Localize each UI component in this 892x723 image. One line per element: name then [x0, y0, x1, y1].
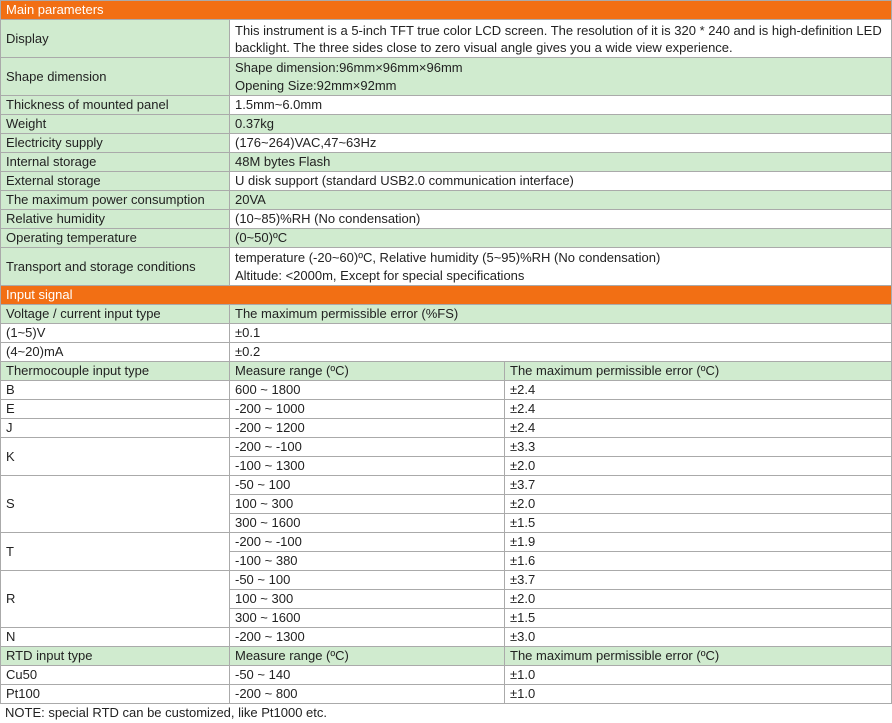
- tc-range-cell: -50 ~ 100: [230, 476, 505, 495]
- rtd-error-cell: ±1.0: [505, 666, 892, 685]
- vc-error-header: The maximum permissible error (%FS): [230, 305, 892, 324]
- tc-range-cell: 300 ~ 1600: [230, 609, 505, 628]
- rtd-note: NOTE: special RTD can be customized, like Pt1000 etc.: [5, 705, 328, 720]
- transport-storage-label: Transport and storage conditions: [1, 248, 230, 286]
- rtd-error-cell: ±1.0: [505, 685, 892, 704]
- operating-temperature-label: Operating temperature: [1, 229, 230, 248]
- tc-range-cell: 100 ~ 300: [230, 495, 505, 514]
- tc-type-cell: S: [1, 476, 230, 533]
- tc-error-cell: ±2.0: [505, 495, 892, 514]
- electricity-supply-value: (176~264)VAC,47~63Hz: [230, 134, 892, 153]
- tc-type-cell: T: [1, 533, 230, 571]
- tc-error-cell: ±3.7: [505, 571, 892, 590]
- vc-type-cell: (1~5)V: [1, 324, 230, 343]
- weight-value: 0.37kg: [230, 115, 892, 134]
- tc-error-cell: ±2.0: [505, 590, 892, 609]
- shape-dimension-line: Shape dimension:96mm×96mm×96mm: [235, 59, 463, 75]
- rtd-range-cell: -200 ~ 800: [230, 685, 505, 704]
- relative-humidity-label: Relative humidity: [1, 210, 230, 229]
- tc-type-cell: B: [1, 381, 230, 400]
- thickness-label: Thickness of mounted panel: [1, 96, 230, 115]
- tc-range-cell: -50 ~ 100: [230, 571, 505, 590]
- tc-type-cell: E: [1, 400, 230, 419]
- tc-error-cell: ±2.4: [505, 400, 892, 419]
- external-storage-label: External storage: [1, 172, 230, 191]
- display-value: This instrument is a 5-inch TFT true color LCD screen. The resolution of it is 320 * 240 and is high-definition LED backlight. The three sides close to zero visual angle gives you a wide view experience.: [230, 20, 892, 58]
- electricity-supply-label: Electricity supply: [1, 134, 230, 153]
- tc-type-cell: N: [1, 628, 230, 647]
- display-label: Display: [1, 20, 230, 58]
- tc-type-cell: J: [1, 419, 230, 438]
- tc-error-cell: ±1.5: [505, 609, 892, 628]
- relative-humidity-value: (10~85)%RH (No condensation): [230, 210, 892, 229]
- tc-error-cell: ±3.0: [505, 628, 892, 647]
- max-power-label: The maximum power consumption: [1, 191, 230, 210]
- tc-error-cell: ±3.3: [505, 438, 892, 457]
- tc-range-cell: 600 ~ 1800: [230, 381, 505, 400]
- tc-range-cell: -200 ~ 1000: [230, 400, 505, 419]
- tc-error-cell: ±2.4: [505, 419, 892, 438]
- tc-range-cell: -200 ~ -100: [230, 533, 505, 552]
- tc-error-header: The maximum permissible error (ºC): [505, 362, 892, 381]
- tc-error-cell: ±1.9: [505, 533, 892, 552]
- tc-type-header: Thermocouple input type: [1, 362, 230, 381]
- external-storage-value: U disk support (standard USB2.0 communication interface): [230, 172, 892, 191]
- tc-error-cell: ±2.4: [505, 381, 892, 400]
- operating-temperature-value: (0~50)ºC: [230, 229, 892, 248]
- main-parameters-header: Main parameters: [1, 1, 892, 20]
- rtd-range-cell: -50 ~ 140: [230, 666, 505, 685]
- tc-range-cell: -200 ~ -100: [230, 438, 505, 457]
- tc-range-cell: 300 ~ 1600: [230, 514, 505, 533]
- transport-storage-value: [230, 248, 892, 286]
- tc-range-cell: -200 ~ 1200: [230, 419, 505, 438]
- vc-type-cell: (4~20)mA: [1, 343, 230, 362]
- transport-temperature-line: temperature (-20~60)ºC, Relative humidity (5~95)%RH (No condensation): [235, 249, 661, 265]
- tc-range-cell: -100 ~ 380: [230, 552, 505, 571]
- transport-altitude-line: Altitude: <2000m, Except for special specifications: [235, 267, 525, 283]
- rtd-type-cell: Cu50: [1, 666, 230, 685]
- rtd-range-header: Measure range (ºC): [230, 647, 505, 666]
- tc-error-cell: ±2.0: [505, 457, 892, 476]
- weight-label: Weight: [1, 115, 230, 134]
- tc-error-cell: ±1.5: [505, 514, 892, 533]
- thickness-value: 1.5mm~6.0mm: [230, 96, 892, 115]
- vc-error-cell: ±0.1: [230, 324, 892, 343]
- tc-range-cell: 100 ~ 300: [230, 590, 505, 609]
- shape-dimension-label: Shape dimension: [1, 58, 230, 96]
- tc-error-cell: ±1.6: [505, 552, 892, 571]
- input-signal-header: Input signal: [1, 286, 892, 305]
- internal-storage-value: 48M bytes Flash: [230, 153, 892, 172]
- vc-type-header: Voltage / current input type: [1, 305, 230, 324]
- tc-type-cell: R: [1, 571, 230, 628]
- tc-error-cell: ±3.7: [505, 476, 892, 495]
- tc-range-cell: -200 ~ 1300: [230, 628, 505, 647]
- rtd-type-header: RTD input type: [1, 647, 230, 666]
- shape-dimension-value: [230, 58, 892, 96]
- tc-range-header: Measure range (ºC): [230, 362, 505, 381]
- vc-error-cell: ±0.2: [230, 343, 892, 362]
- rtd-type-cell: Pt100: [1, 685, 230, 704]
- opening-size-line: Opening Size:92mm×92mm: [235, 77, 397, 93]
- tc-range-cell: -100 ~ 1300: [230, 457, 505, 476]
- tc-type-cell: K: [1, 438, 230, 476]
- max-power-value: 20VA: [230, 191, 892, 210]
- rtd-error-header: The maximum permissible error (ºC): [505, 647, 892, 666]
- internal-storage-label: Internal storage: [1, 153, 230, 172]
